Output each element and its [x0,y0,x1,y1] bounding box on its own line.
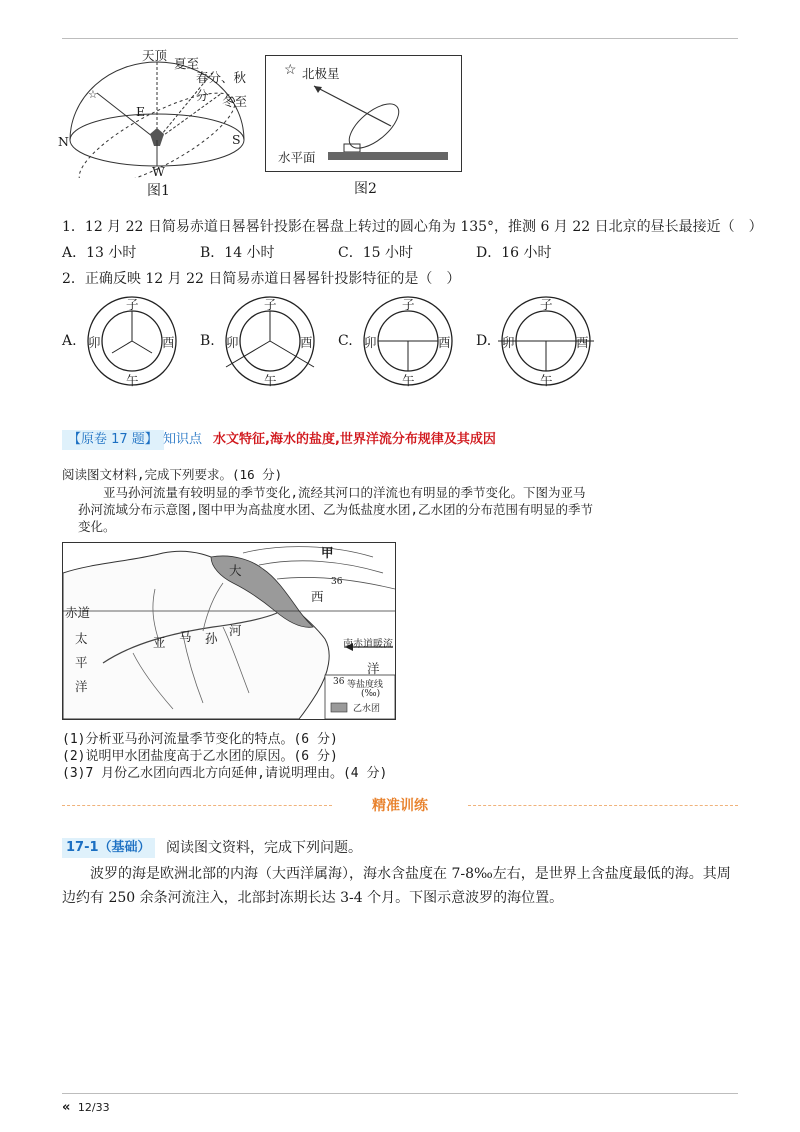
dial-label-top: 子 [402,297,415,312]
star-icon: ☆ [88,88,98,101]
page-footer [62,1100,110,1115]
figure-1-caption: 图1 [147,183,170,199]
map-label-current: 南赤道暖流 [343,639,393,650]
map-label-xi: 西 [311,589,324,604]
map-label-amazon-1: 亚 [153,635,166,650]
dial-b[interactable] [220,295,320,391]
q1-option-d[interactable]: D．16 小时 [476,245,552,261]
winter-solstice-label: 冬至 [222,94,248,109]
q1-option-b[interactable]: B．14 小时 [200,245,275,261]
precise-training-banner [62,795,738,815]
dial-c[interactable] [358,295,458,391]
equinox-label: 春分、秋分 [196,70,247,103]
dial-label-bottom: 午 [402,373,415,388]
subquestion-1: (1)分析亚马孙河流量季节变化的特点。(6 分) [62,732,338,747]
page-number: 12/33 [77,1101,110,1114]
summer-solstice-label: 夏至 [174,56,200,71]
map-label-equator: 赤道 [65,605,91,620]
figure-1 [58,48,252,179]
figure-2 [265,55,462,172]
dial-label-right: 酉 [162,335,175,350]
map-label-amazon-3: 孙 [205,631,218,646]
east-label: E [136,104,146,119]
dial-label-bottom: 午 [540,373,553,388]
dial-label-left: 卯 [88,335,101,350]
q2-options [62,295,742,390]
knowledge-point-label: 知识点 [163,432,203,447]
exercise-instruction: 阅读图文资料，完成下列问题。 [166,840,362,856]
legend-isohaline: 等盐度线 [347,680,384,690]
legend-yi: 乙水团 [353,704,381,714]
dial-label-right: 酉 [300,335,313,350]
west-label: W [152,164,165,179]
q1-option-a[interactable]: A．13 小时 [62,245,137,261]
banner-title: 精准训练 [372,798,428,814]
dial-label-right: 酉 [576,335,589,350]
subquestion-2: (2)说明甲水团盐度高于乙水团的原因。(6 分) [62,749,338,764]
exercise-tag: 17-1（基础） [62,838,155,858]
knowledge-point-text: 水文特征,海水的盐度,世界洋流分布规律及其成因 [213,432,496,447]
top-rule [62,38,738,39]
exercise-paragraph: 波罗的海是欧洲北部的内海（大西洋属海），海水含盐度在 7-8‰左右，是世界上含盐度最低的海。其周边约有 250 余条河流注入，北部封冻期长达 3-4 个月。下图示意波罗的海位置。 [62,866,731,906]
q2-option-a-letter[interactable]: A. [62,333,77,349]
dial-label-bottom: 午 [264,373,277,388]
material-paragraph: 亚马孙河流量有较明显的季节变化,流经其河口的洋流也有明显的季节变化。下图为亚马孙河流域分布示意图,图中甲为高盐度水团、乙为低盐度水团,乙水团的分布范围有明显的季节变化。 [78,485,594,534]
polaris-label: 北极星 [302,66,340,81]
dial-label-top: 子 [540,297,553,312]
map-label-da: 大 [229,563,242,578]
map-label-jia: 甲 [321,545,334,560]
map-label-yang: 洋 [367,661,380,676]
footer-marker: « [62,1100,71,1115]
map-label-amazon-2: 马 [179,629,192,644]
dial-label-right: 酉 [438,335,451,350]
q1-option-c[interactable]: C．15 小时 [338,245,413,261]
dial-label-left: 卯 [226,335,239,350]
north-label: N [58,134,69,149]
map-label-pacific-2: 平 [75,655,88,670]
banner-rule-left [62,805,332,806]
dial-label-top: 子 [264,297,277,312]
horizontal-plane-label: 水平面 [278,150,316,165]
dial-label-top: 子 [126,297,139,312]
map-isohaline-value: 36 [331,577,343,587]
south-label: S [232,132,241,147]
figure-2-caption: 图2 [354,181,377,197]
q2-option-d-letter[interactable]: D. [476,333,492,349]
dial-d[interactable] [496,295,596,391]
map-label-pacific-3: 洋 [75,679,88,694]
legend-unit: (‰) [361,689,381,699]
original-question-tag: 【原卷 17 题】 [62,430,164,450]
amazon-map [62,542,396,720]
legend-isohaline-value: 36 [333,677,345,687]
q2-option-b-letter[interactable]: B. [200,333,215,349]
map-label-amazon-4: 河 [229,623,242,638]
zenith-label: 天顶 [142,48,168,63]
star-icon: ☆ [284,62,297,78]
map-label-pacific-1: 太 [75,631,88,646]
question-2: 2．正确反映 12 月 22 日简易赤道日晷晷针投影特征的是（ ） [62,271,461,287]
bottom-rule [62,1093,738,1094]
dial-label-bottom: 午 [126,373,139,388]
question-1: 1．12 月 22 日简易赤道日晷晷针投影在晷盘上转过的圆心角为 135°，推测 6 月 22 日北京的昼长最接近（ ） [62,219,763,235]
subquestion-3: (3)7 月份乙水团向西北方向延伸,请说明理由。(4 分) [62,766,388,781]
dial-label-left: 卯 [502,335,515,350]
dial-a[interactable] [82,295,182,391]
material-intro: 阅读图文材料,完成下列要求。(16 分) [62,467,283,482]
banner-rule-right [468,805,738,806]
dial-label-left: 卯 [364,335,377,350]
q2-option-c-letter[interactable]: C. [338,333,353,349]
